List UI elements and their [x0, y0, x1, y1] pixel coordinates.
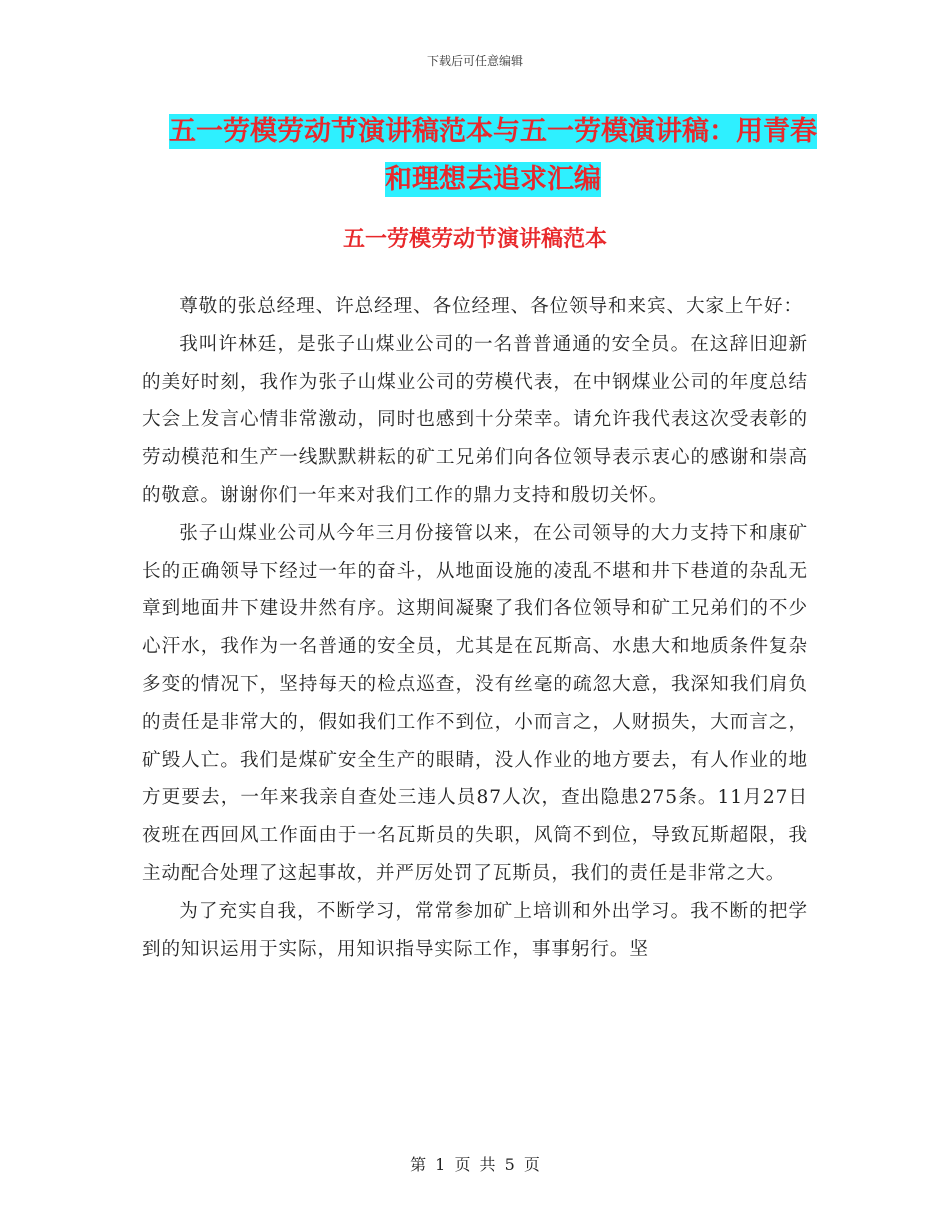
- page-number-footer: 第 1 页 共 5 页: [410, 1155, 540, 1174]
- document-title: [168, 108, 818, 204]
- paragraph: 张子山煤业公司从今年三月份接管以来，在公司领导的大力支持下和康矿长的正确领导下经过一年的奋斗，从地面设施的凌乱不堪和井下巷道的杂乱无章到地面井下建设井然有序。这期间凝聚了我们各位领导和矿工兄弟们的不少心汗水，我作为一名普通的安全员，尤其是在瓦斯高、水患大和地质条件复杂多变的情况下，坚持每天的检点巡查，没有丝毫的疏忽大意，我深知我们肩负的责任是非常大的，假如我们工作不到位，小而言之，人财损失，大而言之，矿毁人亡。我们是煤矿安全生产的眼睛，没人作业的地方要去，有人作业的地方更要去，一年来我亲自查处三违人员87人次，查出隐患275条。11月27日夜班在西回风工作面由于一名瓦斯员的失职，风筒不到位，导致瓦斯超限，我主动配合处理了这起事故，并严厉处罚了瓦斯员，我们的责任是非常之大。: [142, 522, 808, 884]
- document-title-text: 五一劳模劳动节演讲稿范本与五一劳模演讲稿：用青春和理想去追求汇编: [169, 116, 817, 195]
- section-title: 五一劳模劳动节演讲稿范本: [342, 226, 607, 252]
- document-body: [142, 288, 808, 968]
- paragraph: 我叫许林廷，是张子山煤业公司的一名普普通通的安全员。在这辞旧迎新的美好时刻，我作为张子山煤业公司的劳模代表，在中钢煤业公司的年度总结大会上发言心情非常激动，同时也感到十分荣幸。请允许我代表这次受表彰的劳动模范和生产一线默默耕耘的矿工兄弟们向各位领导表示衷心的感谢和崇高的敬意。谢谢你们一年来对我们工作的鼎力支持和殷切关怀。: [142, 333, 808, 506]
- paragraph-greeting: 尊敬的张总经理、许总经理、各位经理、各位领导和来宾、大家上午好：: [179, 296, 803, 317]
- paragraph: 为了充实自我，不断学习，常常参加矿上培训和外出学习。我不断的把学到的知识运用于实际，用知识指导实际工作，事事躬行。坚: [142, 900, 808, 960]
- header-note: 下载后可任意编辑: [426, 54, 523, 68]
